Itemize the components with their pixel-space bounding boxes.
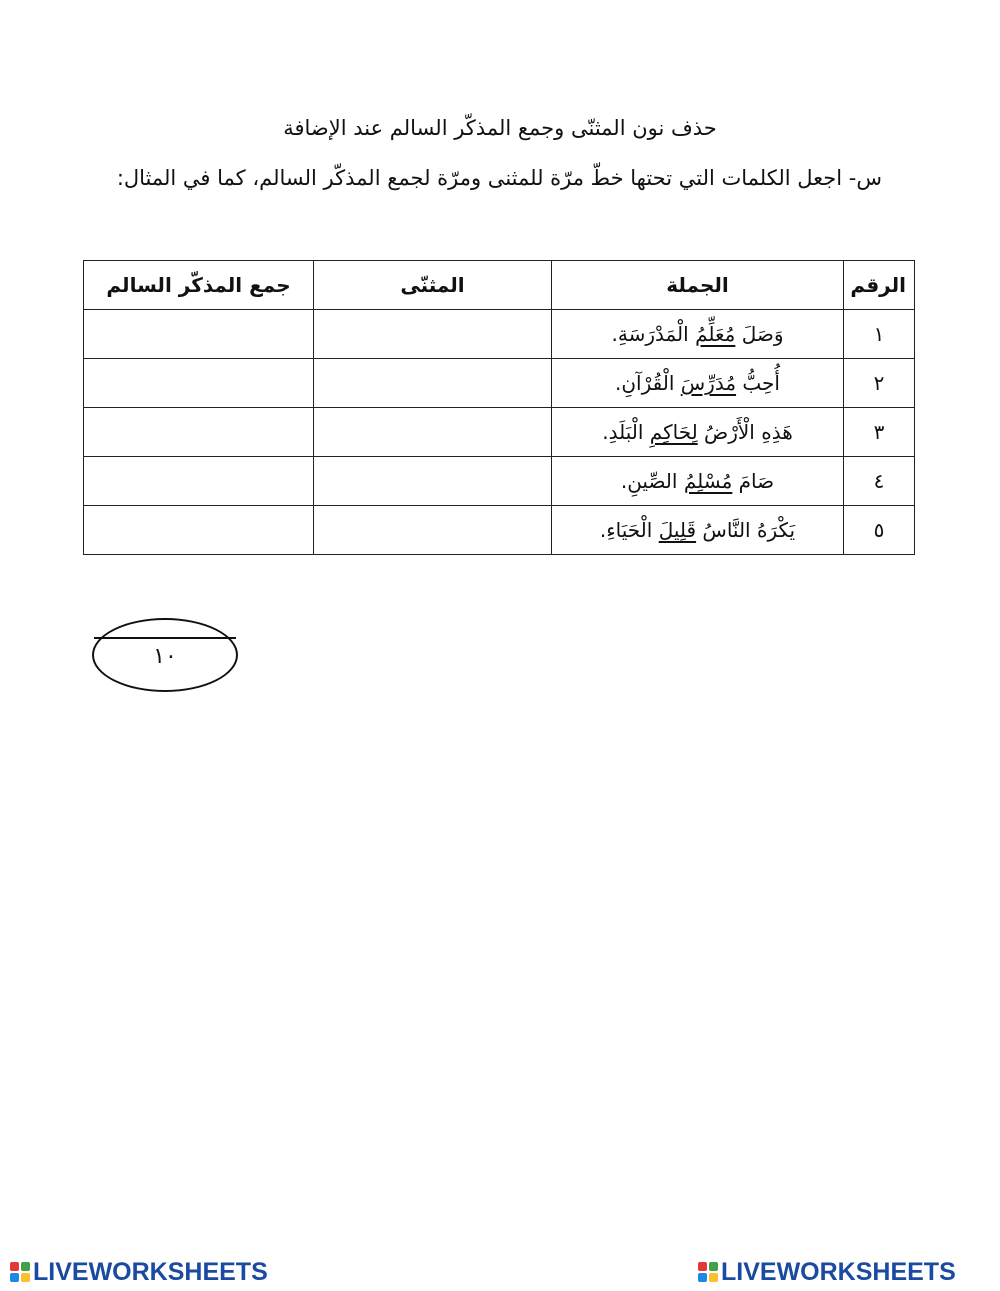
dual-answer-cell[interactable] [314, 310, 552, 359]
row-sentence: صَامَ مُسْلِمُ الصِّينِ. [552, 457, 844, 506]
row-number: ٣ [844, 408, 915, 457]
plural-answer-cell[interactable] [84, 310, 314, 359]
row-sentence: أُحِبُّ مُدَرِّسَ الْقُرْآنِ. [552, 359, 844, 408]
underlined-word: مُسْلِمُ [683, 469, 733, 493]
brand-name: LIVEWORKSHEETS [721, 1257, 956, 1286]
plural-answer-cell[interactable] [84, 408, 314, 457]
table-row [84, 506, 915, 555]
dual-answer-cell[interactable] [314, 408, 552, 457]
brand-name: LIVEWORKSHEETS [33, 1257, 268, 1286]
row-sentence: يَكْرَهُ النَّاسُ قَلِيلَ الْحَيَاءِ. [552, 506, 844, 555]
score-total: ١٠ [153, 644, 177, 669]
table-row [84, 359, 915, 408]
underlined-word: مُعَلِّمُ [695, 322, 736, 346]
row-number: ٥ [844, 506, 915, 555]
underlined-word: قَلِيلَ [658, 518, 697, 542]
worksheet-title: حذف نون المثنّى وجمع المذكّر السالم عند الإضافة [283, 116, 717, 140]
score-oval [92, 618, 238, 692]
table-header-row [84, 261, 915, 310]
row-sentence: وَصَلَ مُعَلِّمُ الْمَدْرَسَةِ. [552, 310, 844, 359]
header-sentence: الجملة [552, 261, 844, 310]
table-row [84, 408, 915, 457]
question-instruction: س- اجعل الكلمات التي تحتها خطّ مرّة للمثنى ومرّة لجمع المذكّر السالم، كما في المثال: [116, 166, 882, 190]
plural-answer-cell[interactable] [84, 506, 314, 555]
underlined-word: مُدَرِّسَ [680, 371, 737, 395]
exercise-table [83, 260, 915, 555]
logo-icon [698, 1262, 718, 1282]
row-number: ٤ [844, 457, 915, 506]
row-number: ٢ [844, 359, 915, 408]
table-row [84, 310, 915, 359]
row-number: ١ [844, 310, 915, 359]
dual-answer-cell[interactable] [314, 457, 552, 506]
dual-answer-cell[interactable] [314, 359, 552, 408]
header-number: الرقم [844, 261, 915, 310]
plural-answer-cell[interactable] [84, 359, 314, 408]
brand-logo-right [698, 1258, 956, 1286]
row-sentence: هَذِهِ الْأَرْضُ لِحَاكِمِ الْبَلَدِ. [552, 408, 844, 457]
brand-logo-left [10, 1258, 268, 1286]
logo-icon [10, 1262, 30, 1282]
header-plural: جمع المذكّر السالم [84, 261, 314, 310]
header-dual: المثنّى [314, 261, 552, 310]
table-row [84, 457, 915, 506]
dual-answer-cell[interactable] [314, 506, 552, 555]
underlined-word: لِحَاكِمِ [649, 420, 698, 444]
score-divider [94, 637, 236, 639]
plural-answer-cell[interactable] [84, 457, 314, 506]
